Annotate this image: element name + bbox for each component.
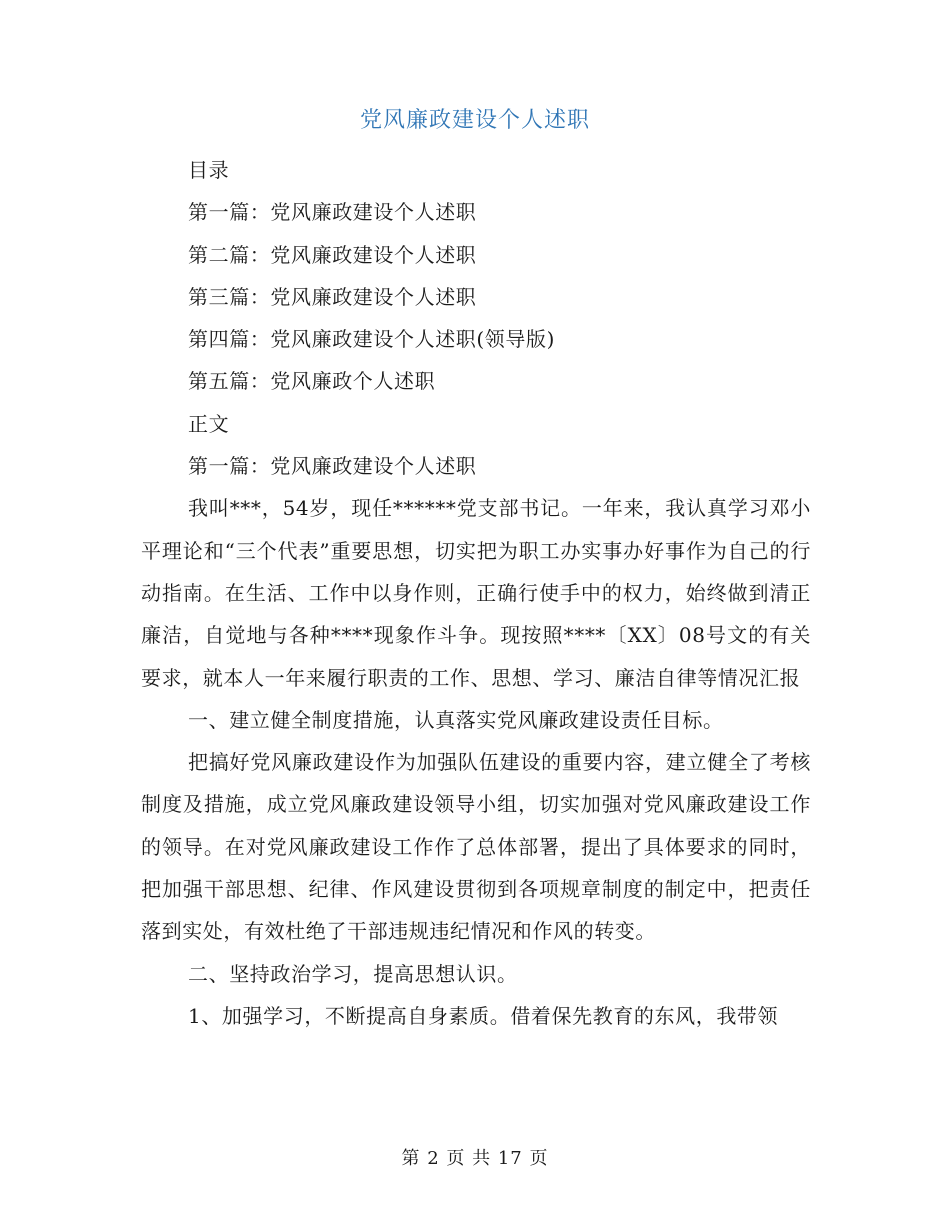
toc-item: 第五篇：党风廉政个人述职 [188, 369, 436, 394]
section-heading: 二、坚持政治学习，提高思想认识。 [188, 961, 518, 986]
paragraph: 我叫***，54岁，现任******党支部书记。一年来，我认真学习邓小平理论和“三个代表”重要思想，切实把为职工办实事办好事作为自己的行动指南。在生活、工作中以身作则，正确行使手中的权力，始终做到清正廉洁，自觉地与各种****现象作斗争。现按照****〔XX〕08号文的有关要求，就本人一年来履行职责的工作、思想、学习、廉洁自律等情况汇报 [141, 496, 812, 690]
paragraph: 把搞好党风廉政建设作为加强队伍建设的重要内容，建立健全了考核制度及措施，成立党风廉政建设领导小组，切实加强对党风廉政建设工作的领导。在对党风廉政建设工作作了总体部署，提出了具体要求的同时，把加强干部思想、纪律、作风建设贯彻到各项规章制度的制定中，把责任落到实处，有效杜绝了干部违规违纪情况和作风的转变。 [141, 750, 811, 944]
section-heading: 一、建立健全制度措施，认真落实党风廉政建设责任目标。 [188, 707, 724, 732]
toc-heading: 目录 [188, 158, 230, 182]
document-title: 党风廉政建设个人述职 [359, 108, 590, 133]
page-footer: 第 2 页 共 17 页 [401, 1148, 549, 1169]
toc-item: 第三篇：党风廉政建设个人述职 [188, 284, 477, 309]
toc-item: 第一篇：党风廉政建设个人述职 [188, 200, 477, 225]
toc-item: 第二篇：党风廉政建设个人述职 [188, 242, 477, 267]
document-body [141, 149, 811, 1037]
paragraph: 1、加强学习，不断提高自身素质。借着保先教育的东风，我带领 [188, 1003, 779, 1028]
body-heading: 正文 [188, 411, 230, 436]
section-title: 第一篇：党风廉政建设个人述职 [188, 454, 477, 479]
toc-item: 第四篇：党风廉政建设个人述职(领导版) [188, 327, 556, 352]
